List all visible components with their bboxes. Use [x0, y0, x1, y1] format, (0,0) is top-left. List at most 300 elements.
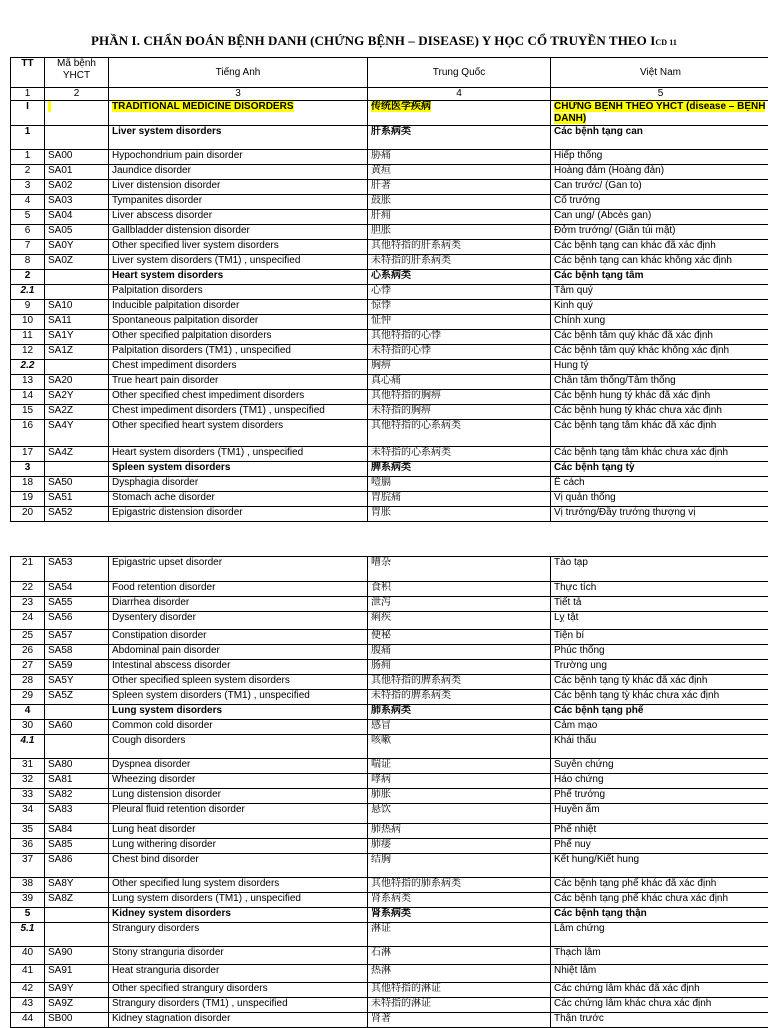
disease-code-text: SA0Y	[48, 240, 74, 251]
english-name-text: Palpitation disorders (TM1) , unspecified	[112, 345, 291, 356]
chinese-name	[368, 878, 551, 893]
row-number-text: 29	[22, 690, 33, 701]
disease-code	[45, 420, 109, 447]
row-number	[11, 420, 45, 447]
vietnamese-name-text: Trường ung	[554, 660, 607, 671]
column-number-row	[11, 88, 768, 101]
row-number-text: 2.2	[21, 360, 35, 371]
row-number	[11, 735, 45, 759]
vietnamese-name	[551, 923, 768, 947]
english-name	[109, 965, 368, 983]
chinese-name-text: 肺胀	[371, 789, 391, 800]
english-name-text: Lung system disorders (TM1) , unspecified	[112, 893, 301, 904]
vietnamese-name-text: Kinh quý	[554, 300, 593, 311]
disease-code	[45, 854, 109, 878]
vietnamese-name-text: Chính xung	[554, 315, 605, 326]
row-number	[11, 660, 45, 675]
english-name	[109, 300, 368, 315]
english-name-text: Palpitation disorders	[112, 285, 203, 296]
chinese-name	[368, 557, 551, 582]
vietnamese-name	[551, 705, 768, 720]
row-number-text: 3	[25, 462, 31, 473]
table-header-row	[11, 58, 768, 88]
chinese-name	[368, 582, 551, 597]
table-row	[11, 854, 768, 878]
chinese-name	[368, 735, 551, 759]
vietnamese-name	[551, 285, 768, 300]
table-row	[11, 330, 768, 345]
disease-code-text: SA1Z	[48, 345, 73, 356]
disease-code-text: SA51	[48, 492, 72, 503]
row-number	[11, 150, 45, 165]
row-number-text: 4	[25, 195, 31, 206]
vietnamese-name-text: Lỵ tật	[554, 612, 578, 623]
vietnamese-name-text: Hiếp thống	[554, 150, 602, 161]
chinese-name	[368, 405, 551, 420]
disease-code-text: SA1Y	[48, 330, 74, 341]
table-row	[11, 965, 768, 983]
english-name-text: Constipation disorder	[112, 630, 207, 641]
chinese-name-text: 肾系病类	[371, 908, 411, 919]
disease-code	[45, 893, 109, 908]
english-name-text: Food retention disorder	[112, 582, 215, 593]
vietnamese-name-text: Các bệnh tạng can	[554, 126, 643, 137]
row-number-text: 1	[25, 126, 31, 137]
english-name-text: Chest bind disorder	[112, 854, 199, 865]
table-row	[11, 447, 768, 462]
english-name	[109, 690, 368, 705]
chinese-name-text: 肾系病类	[371, 893, 411, 904]
disease-code	[45, 557, 109, 582]
disease-code-text: SA8Y	[48, 878, 74, 889]
english-name-text: Common cold disorder	[112, 720, 213, 731]
english-name	[109, 195, 368, 210]
english-name	[109, 420, 368, 447]
disease-code	[45, 735, 109, 759]
disease-code	[45, 300, 109, 315]
chinese-name	[368, 893, 551, 908]
english-name	[109, 210, 368, 225]
english-name	[109, 507, 368, 522]
row-number-text: 7	[25, 240, 31, 251]
disease-code-text	[48, 101, 51, 112]
english-name-text: Stony stranguria disorder	[112, 947, 224, 958]
column-number: 3	[109, 88, 368, 101]
vietnamese-name	[551, 690, 768, 705]
table-row	[11, 597, 768, 612]
english-name-text: Wheezing disorder	[112, 774, 195, 785]
header-vietnamese: Việt Nam	[551, 58, 768, 88]
disease-code-text: SA60	[48, 720, 72, 731]
chinese-name	[368, 923, 551, 947]
chinese-name-text: 石淋	[371, 947, 391, 958]
english-name	[109, 630, 368, 645]
disease-code-text: SA05	[48, 225, 72, 236]
row-number-text: 2	[25, 165, 31, 176]
table-row	[11, 735, 768, 759]
disease-code	[45, 477, 109, 492]
disease-code	[45, 804, 109, 824]
disease-code	[45, 947, 109, 965]
chinese-name	[368, 126, 551, 150]
disease-code	[45, 270, 109, 285]
page-title-suffix: CD 11	[655, 38, 677, 47]
disease-code-text: SA84	[48, 824, 72, 835]
english-name-text: Other specified palpitation disorders	[112, 330, 272, 341]
vietnamese-name-text: Các bệnh tâm quý khác đã xác định	[554, 330, 713, 341]
row-number-text: 38	[22, 878, 33, 889]
row-number-text: 40	[22, 947, 33, 958]
row-number-text: 23	[22, 597, 33, 608]
chinese-name-text: 结胸	[371, 854, 391, 865]
disease-code	[45, 675, 109, 690]
row-number	[11, 126, 45, 150]
vietnamese-name	[551, 789, 768, 804]
english-name-text: Other specified spleen system disorders	[112, 675, 290, 686]
vietnamese-name	[551, 582, 768, 597]
chinese-name	[368, 998, 551, 1013]
table-row	[11, 839, 768, 854]
english-name-text: Liver distension disorder	[112, 180, 220, 191]
chinese-name-text: 胁痛	[371, 150, 391, 161]
vietnamese-name-text: Các bệnh tạng can khác đã xác định	[554, 240, 716, 251]
disease-code-text: SA9Y	[48, 983, 74, 994]
vietnamese-name-text: Các bệnh tạng tâm khác chưa xác định	[554, 447, 728, 458]
disease-code-text: SA2Y	[48, 390, 74, 401]
chinese-name	[368, 839, 551, 854]
chinese-name	[368, 630, 551, 645]
row-number	[11, 210, 45, 225]
vietnamese-name-text: Các bệnh tạng tỳ khác đã xác định	[554, 675, 707, 686]
vietnamese-name	[551, 101, 768, 126]
english-name-text: Strangury disorders (TM1) , unspecified	[112, 998, 288, 1009]
table-row	[11, 195, 768, 210]
chinese-name	[368, 645, 551, 660]
english-name-text: Hypochondrium pain disorder	[112, 150, 243, 161]
english-name	[109, 315, 368, 330]
chinese-name-text: 其他特指的脾系病类	[371, 675, 461, 686]
table-row	[11, 405, 768, 420]
vietnamese-name-text: Các chứng lâm khác chưa xác định	[554, 998, 711, 1009]
english-name	[109, 255, 368, 270]
table-row	[11, 477, 768, 492]
chinese-name-text: 黄疸	[371, 165, 391, 176]
chinese-name-text: 未特指的胸痹	[371, 405, 431, 416]
vietnamese-name-text: Suyễn chứng	[554, 759, 614, 770]
vietnamese-name-text: Các bệnh tạng can khác không xác định	[554, 255, 732, 266]
disease-code	[45, 878, 109, 893]
english-name	[109, 759, 368, 774]
english-name-text: Chest impediment disorders	[112, 360, 237, 371]
vietnamese-name	[551, 150, 768, 165]
row-number	[11, 255, 45, 270]
chinese-name	[368, 720, 551, 735]
chinese-name-text: 未特指的肝系病类	[371, 255, 451, 266]
row-number-text: 28	[22, 675, 33, 686]
vietnamese-name	[551, 597, 768, 612]
english-name-text: Liver abscess disorder	[112, 210, 212, 221]
vietnamese-name-text: Háo chứng	[554, 774, 604, 785]
row-number	[11, 300, 45, 315]
disease-code	[45, 405, 109, 420]
english-name-text: Lung distension disorder	[112, 789, 221, 800]
row-number	[11, 315, 45, 330]
disease-code	[45, 492, 109, 507]
row-number-text: 19	[22, 492, 33, 503]
chinese-name	[368, 854, 551, 878]
header-english: Tiếng Anh	[109, 58, 368, 88]
english-name	[109, 774, 368, 789]
row-number	[11, 804, 45, 824]
table-row	[11, 660, 768, 675]
disease-code-text: SA80	[48, 759, 72, 770]
vietnamese-name-text: Thực tích	[554, 582, 596, 593]
row-number	[11, 965, 45, 983]
english-name	[109, 270, 368, 285]
row-number	[11, 101, 45, 126]
vietnamese-name-text: Phúc thống	[554, 645, 605, 656]
vietnamese-name	[551, 165, 768, 180]
disease-code	[45, 630, 109, 645]
column-number: 1	[11, 88, 45, 101]
chinese-name	[368, 908, 551, 923]
disease-code	[45, 180, 109, 195]
vietnamese-name	[551, 420, 768, 447]
vietnamese-name-text: Phế trướng	[554, 789, 605, 800]
vietnamese-name-text: Các bệnh tạng tâm	[554, 270, 643, 281]
vietnamese-name-text: Vị quản thống	[554, 492, 616, 503]
row-number-text: 32	[22, 774, 33, 785]
disease-code-text: SA82	[48, 789, 72, 800]
header-chinese: Trung Quốc	[368, 58, 551, 88]
chinese-name	[368, 447, 551, 462]
disease-code	[45, 360, 109, 375]
english-name-text: Gallbladder distension disorder	[112, 225, 250, 236]
row-number-text: 4	[25, 705, 31, 716]
row-number	[11, 893, 45, 908]
disease-code	[45, 345, 109, 360]
vietnamese-name-text: CHỨNG BỆNH THEO YHCT (disease – BỆNH DANH)	[554, 101, 765, 124]
table-row	[11, 126, 768, 150]
vietnamese-name-text: Lâm chứng	[554, 923, 605, 934]
english-name-text: Inducible palpitation disorder	[112, 300, 239, 311]
chinese-name	[368, 180, 551, 195]
english-name-text: Kidney stagnation disorder	[112, 1013, 230, 1024]
row-number	[11, 405, 45, 420]
english-name	[109, 998, 368, 1013]
english-name-text: Heart system disorders	[112, 270, 223, 281]
chinese-name	[368, 947, 551, 965]
header-code: Mã bệnh YHCT	[45, 58, 109, 88]
english-name	[109, 285, 368, 300]
english-name-text: Pleural fluid retention disorder	[112, 804, 245, 815]
table-row	[11, 285, 768, 300]
chinese-name	[368, 507, 551, 522]
chinese-name-text: 胸痹	[371, 360, 391, 371]
row-number-text: 5	[25, 908, 31, 919]
disease-code	[45, 612, 109, 630]
chinese-name	[368, 240, 551, 255]
english-name-text: Heat stranguria disorder	[112, 965, 219, 976]
chinese-name-text: 咳嗽	[371, 735, 391, 746]
vietnamese-name-text: Cảm mạo	[554, 720, 597, 731]
disease-code	[45, 645, 109, 660]
chinese-name-text: 痢疾	[371, 612, 391, 623]
english-name	[109, 804, 368, 824]
row-number	[11, 330, 45, 345]
chinese-name	[368, 255, 551, 270]
row-number-text: 1	[25, 150, 31, 161]
row-number	[11, 675, 45, 690]
chinese-name	[368, 804, 551, 824]
row-number-text: 6	[25, 225, 31, 236]
english-name	[109, 923, 368, 947]
vietnamese-name-text: Các bệnh tạng phế khác chưa xác định	[554, 893, 728, 904]
disease-code	[45, 983, 109, 998]
vietnamese-name	[551, 908, 768, 923]
english-name	[109, 462, 368, 477]
english-name	[109, 824, 368, 839]
vietnamese-name-text: Tiện bí	[554, 630, 584, 641]
row-number-text: 5.1	[21, 923, 35, 934]
vietnamese-name	[551, 774, 768, 789]
chinese-name-text: 心系病类	[371, 270, 411, 281]
chinese-name	[368, 150, 551, 165]
table-row	[11, 165, 768, 180]
chinese-name-text: 其他特指的肝系病类	[371, 240, 461, 251]
table-row	[11, 375, 768, 390]
vietnamese-name-text: Các bệnh tạng tỳ	[554, 462, 635, 473]
english-name-text: Epigastric distension disorder	[112, 507, 243, 518]
chinese-name	[368, 420, 551, 447]
vietnamese-name	[551, 462, 768, 477]
vietnamese-name	[551, 270, 768, 285]
table-body-part-1	[11, 101, 768, 522]
row-number	[11, 774, 45, 789]
chinese-name-text: 未特指的心系病类	[371, 447, 451, 458]
disease-code	[45, 690, 109, 705]
chinese-name	[368, 210, 551, 225]
chinese-name-text: 哮病	[371, 774, 391, 785]
disease-code	[45, 195, 109, 210]
vietnamese-name-text: Tào tạp	[554, 557, 588, 568]
table-row	[11, 315, 768, 330]
chinese-name	[368, 824, 551, 839]
vietnamese-name-text: Các bệnh tạng tỳ khác chưa xác định	[554, 690, 719, 701]
row-number-text: 41	[22, 965, 33, 976]
table-row	[11, 923, 768, 947]
vietnamese-name-text: Các bệnh tạng phế	[554, 705, 643, 716]
disease-code	[45, 824, 109, 839]
chinese-name-text: 肾著	[371, 1013, 391, 1024]
english-name	[109, 947, 368, 965]
table-row	[11, 270, 768, 285]
chinese-name-text: 脾系病类	[371, 462, 411, 473]
disease-code-text: SB00	[48, 1013, 72, 1024]
english-name-text: Dysentery disorder	[112, 612, 196, 623]
english-name	[109, 735, 368, 759]
vietnamese-name	[551, 557, 768, 582]
disease-code-text: SA85	[48, 839, 72, 850]
english-name	[109, 839, 368, 854]
disease-code-text: SA04	[48, 210, 72, 221]
chinese-name	[368, 965, 551, 983]
row-number	[11, 789, 45, 804]
english-name-text: Other specified heart system disorders	[112, 420, 283, 431]
vietnamese-name	[551, 998, 768, 1013]
row-number	[11, 447, 45, 462]
row-number	[11, 180, 45, 195]
vietnamese-name	[551, 300, 768, 315]
disease-code-text: SA8Z	[48, 893, 73, 904]
english-name-text: Spleen system disorders (TM1) , unspecified	[112, 690, 310, 701]
row-number-text: 11	[22, 330, 32, 341]
row-number	[11, 878, 45, 893]
row-number-text: 26	[22, 645, 33, 656]
chinese-name	[368, 774, 551, 789]
english-name	[109, 660, 368, 675]
chinese-name-text: 泄泻	[371, 597, 391, 608]
row-number-text: 9	[25, 300, 31, 311]
english-name	[109, 165, 368, 180]
disease-code-text: SA86	[48, 854, 72, 865]
english-name	[109, 180, 368, 195]
english-name-text: Lung system disorders	[112, 705, 222, 716]
row-number-text: 18	[22, 477, 33, 488]
table-row	[11, 492, 768, 507]
table-row	[11, 908, 768, 923]
vietnamese-name	[551, 965, 768, 983]
chinese-name-text: 传统医学疾病	[371, 101, 431, 112]
vietnamese-name-text: Cổ trướng	[554, 195, 600, 206]
chinese-name-text: 悬饮	[371, 804, 391, 815]
disease-code-text: SA58	[48, 645, 72, 656]
english-name-text: Other specified strangury disorders	[112, 983, 268, 994]
row-number	[11, 597, 45, 612]
row-number-text: 2	[25, 270, 31, 281]
table-row	[11, 675, 768, 690]
english-name	[109, 908, 368, 923]
vietnamese-name-text: Can ung/ (Abcès gan)	[554, 210, 651, 221]
english-name	[109, 597, 368, 612]
disease-code-text: SA81	[48, 774, 72, 785]
disease-code	[45, 240, 109, 255]
disease-code-text: SA59	[48, 660, 72, 671]
english-name-text: Other specified liver system disorders	[112, 240, 279, 251]
column-number: 5	[551, 88, 768, 101]
vietnamese-name	[551, 492, 768, 507]
english-name	[109, 492, 368, 507]
chinese-name	[368, 360, 551, 375]
chinese-name-text: 喘证	[371, 759, 391, 770]
vietnamese-name-text: Khái thấu	[554, 735, 596, 746]
vietnamese-name-text: Kết hung/Kiết hung	[554, 854, 639, 865]
chinese-name-text: 未特指的心悸	[371, 345, 431, 356]
vietnamese-name-text: Các bệnh tạng phế khác đã xác định	[554, 878, 716, 889]
vietnamese-name-text: Các bệnh hung tý khác chưa xác định	[554, 405, 722, 416]
chinese-name	[368, 375, 551, 390]
chinese-name	[368, 477, 551, 492]
disease-code-text: SA20	[48, 375, 72, 386]
english-name	[109, 330, 368, 345]
row-number	[11, 390, 45, 405]
vietnamese-name	[551, 660, 768, 675]
disease-code	[45, 582, 109, 597]
disease-table-part-2	[10, 556, 768, 1028]
english-name-text: Liver system disorders (TM1) , unspecified	[112, 255, 300, 266]
table-row	[11, 255, 768, 270]
english-name-text: TRADITIONAL MEDICINE DISORDERS	[112, 101, 294, 112]
